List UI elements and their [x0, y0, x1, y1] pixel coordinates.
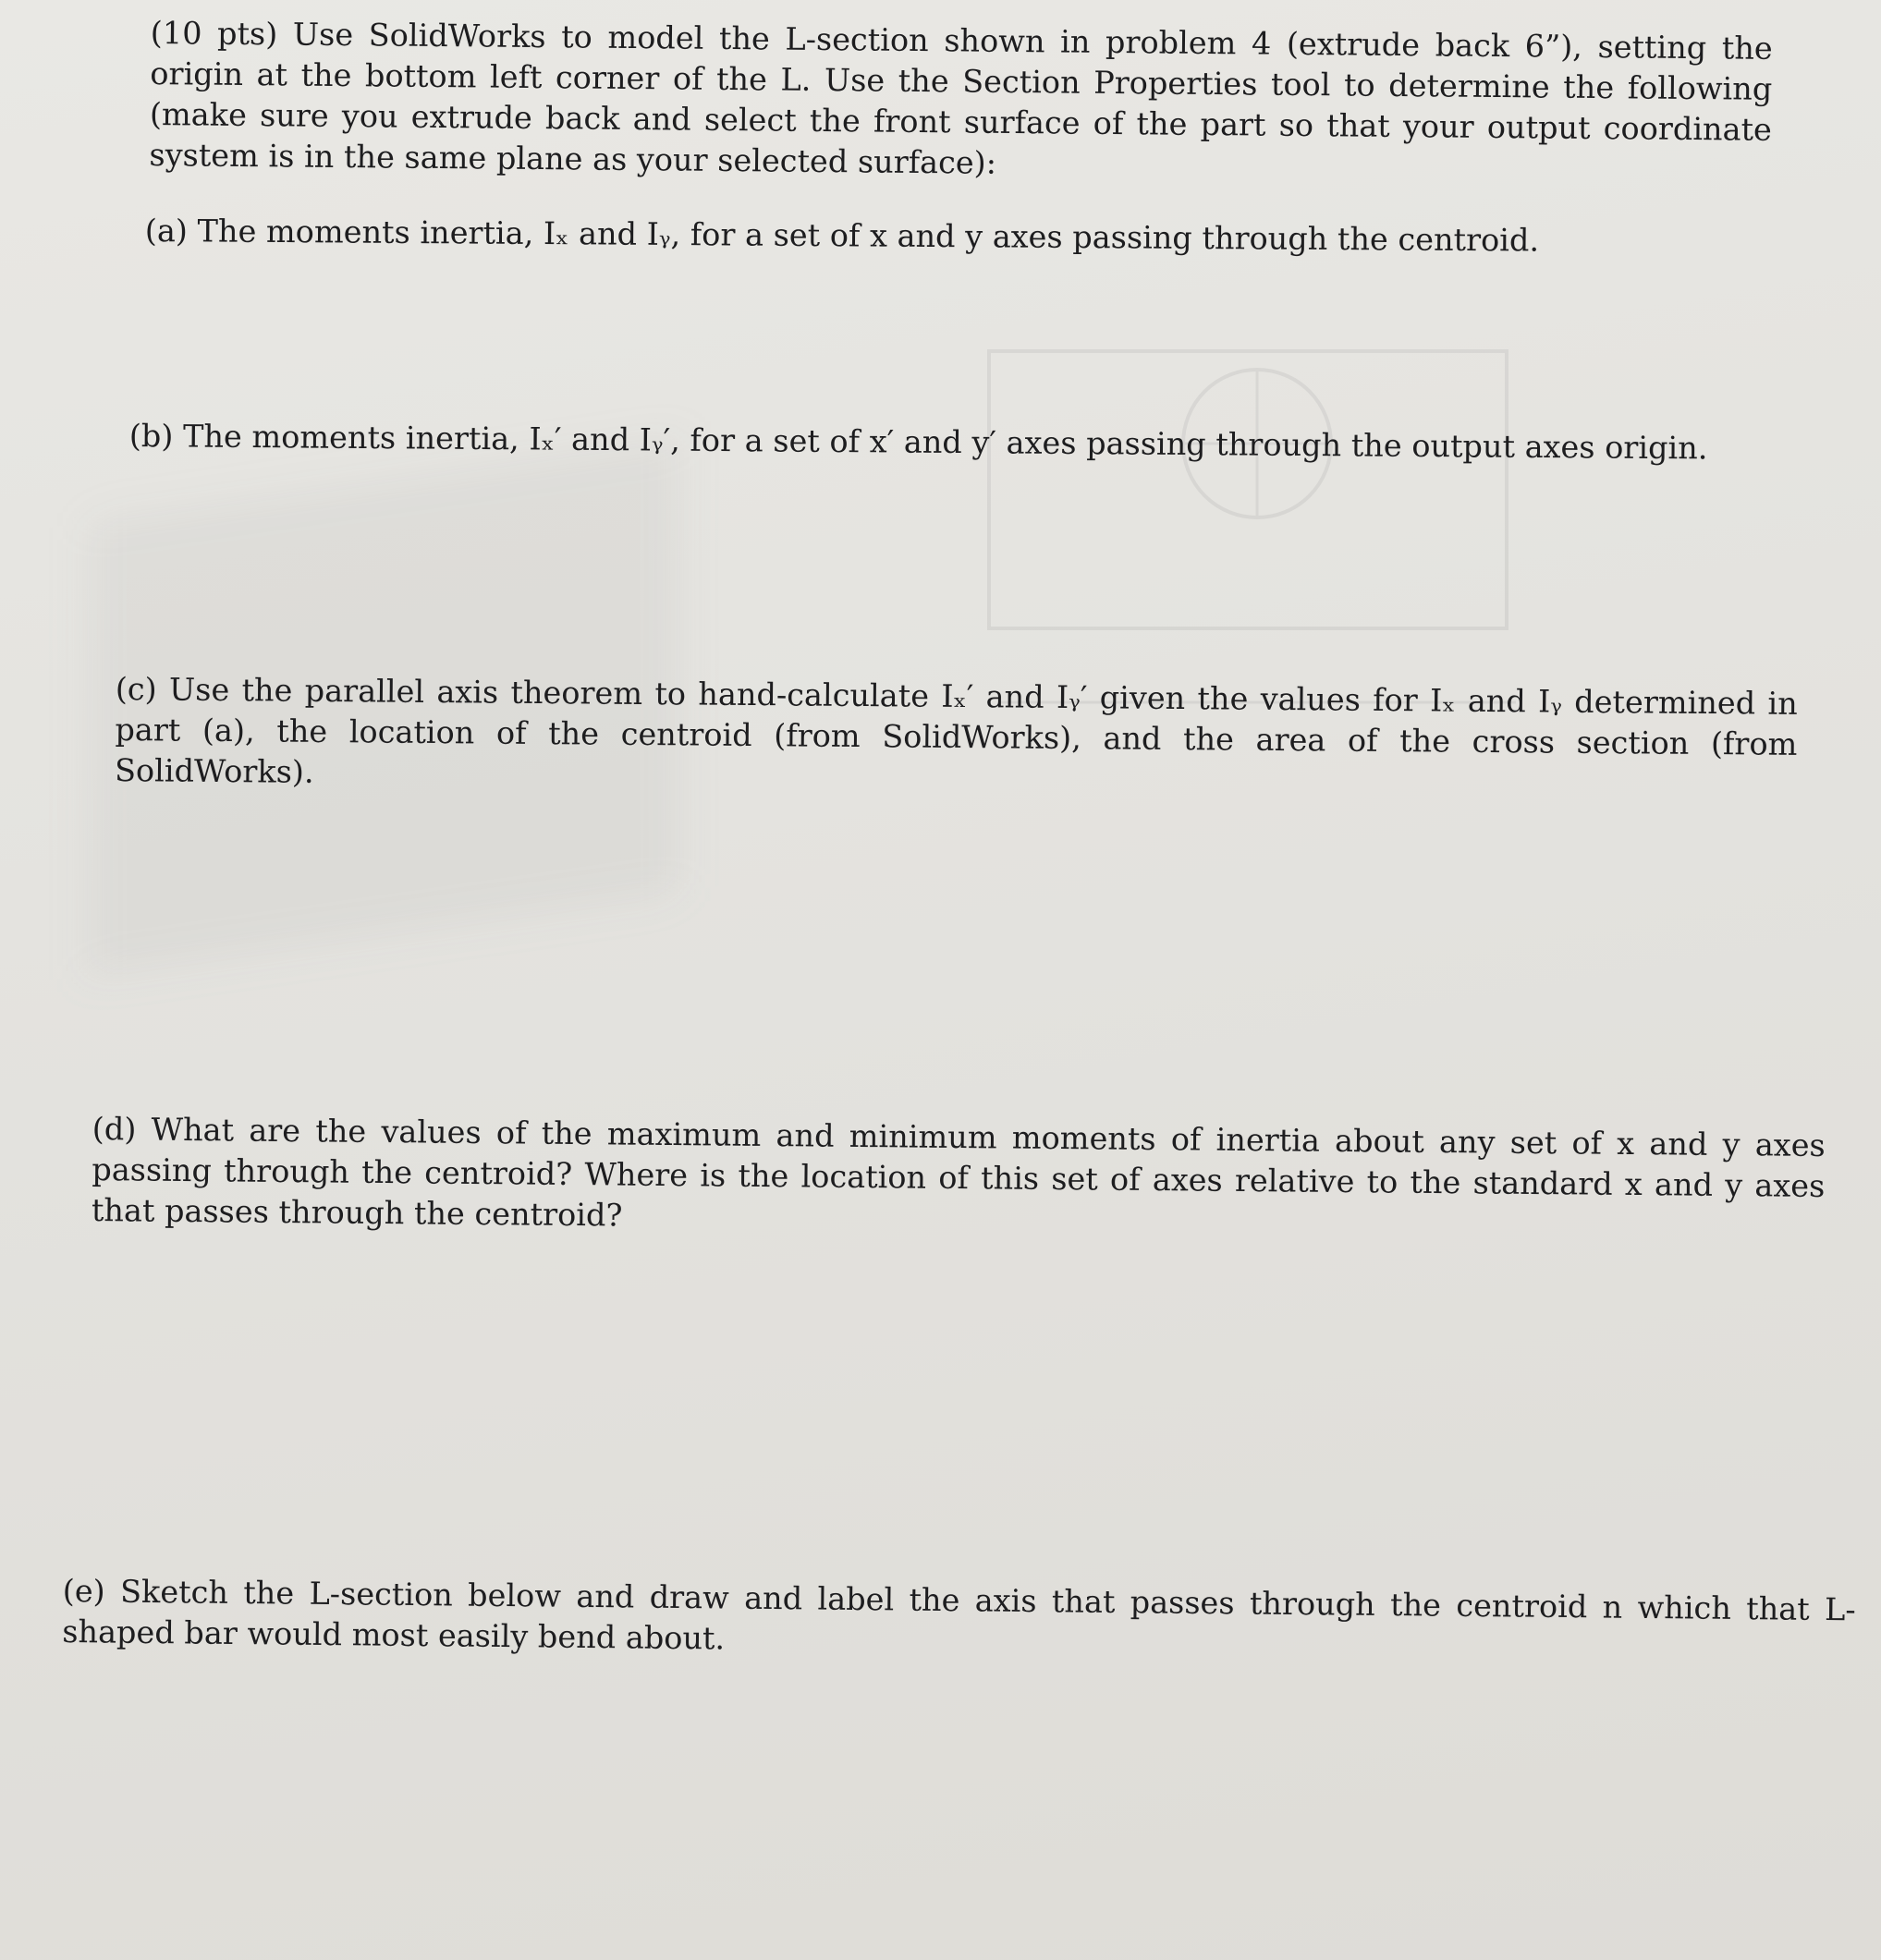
part-a: (a) The moments inertia, Iₓ and Iᵧ, for a set of x and y axes passing through the centroid.: [144, 212, 1540, 259]
part-e: (e) Sketch the L-section below and draw and label the axis that passes through the centroid n which that L-shaped bar would most easily bend about.: [62, 1572, 1856, 1657]
part-b: (b) The moments inertia, Iₓ′ and Iᵧ′, for a set of x′ and y′ axes passing through the output axes origin.: [128, 417, 1708, 467]
problem-intro: (10 pts) Use SolidWorks to model the L-section shown in problem 4 (extrude back 6”), setting the origin at the bottom left corner of the L. Use the Section Properties tool to determine the following (make sure you extrude back and select the front surface of the part so that your output coordinate system is in the same plane as your selected surface):: [149, 14, 1773, 181]
part-c: (c) Use the parallel axis theorem to hand-calculate Iₓ′ and Iᵧ′ given the values for Iₓ and Iᵧ determined in part (a), the location of the centroid (from SolidWorks), and the area of the cross section (from SolidWorks).: [114, 670, 1798, 790]
part-d: (d) What are the values of the maximum and minimum moments of inertia about any set of x and y axes passing through the centroid? Where is the location of this set of axes relative to the standard x and y axes that passes through the centroid?: [91, 1110, 1826, 1234]
